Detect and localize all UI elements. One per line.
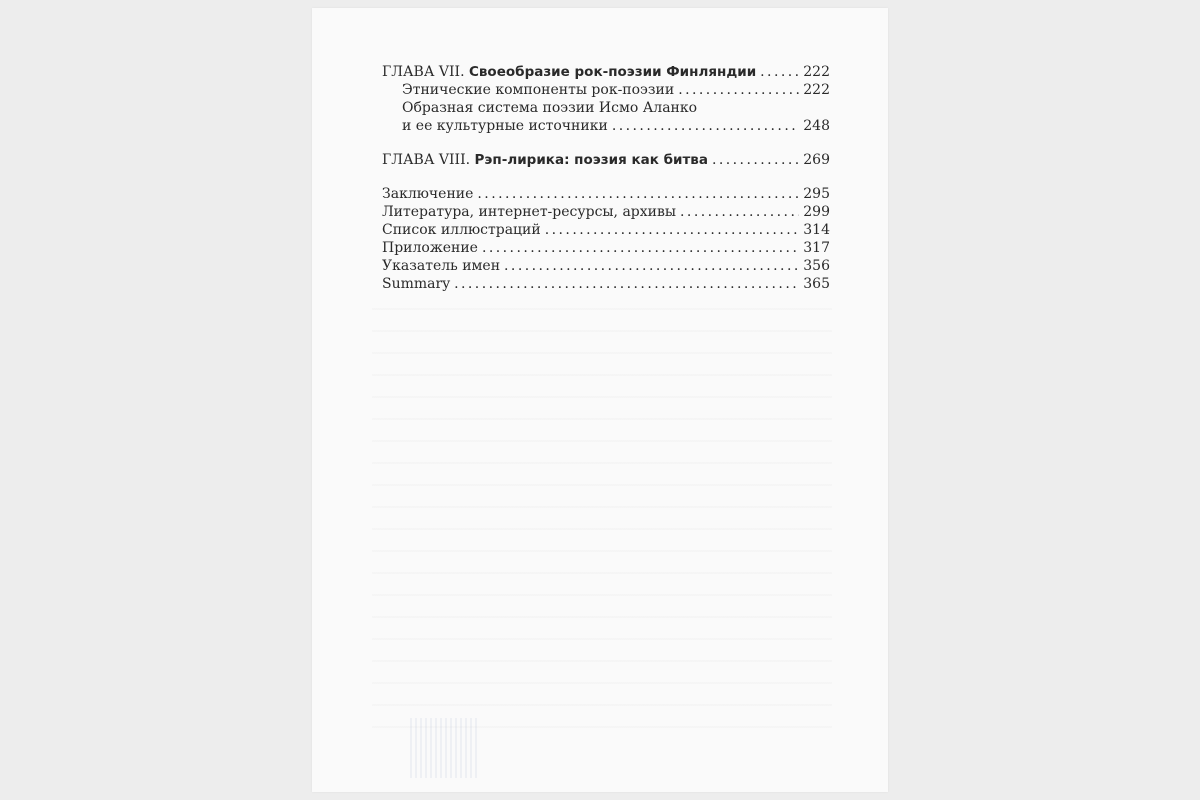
table-of-contents — [382, 63, 830, 293]
dot-leader — [504, 257, 799, 275]
entry-title: Заключение — [382, 186, 474, 202]
page-number: 356 — [803, 258, 830, 274]
toc-entry-chapter-7 — [382, 63, 830, 81]
page-number: 248 — [803, 118, 830, 134]
toc-entry-summary — [382, 275, 830, 293]
page-number: 314 — [803, 222, 830, 238]
entry-title-line-1: Образная система поэзии Исмо Аланко — [402, 100, 698, 116]
dot-leader — [712, 151, 799, 169]
chapter-number: ГЛАВА VII. — [382, 64, 465, 80]
chapter-number: ГЛАВА VIII. — [382, 152, 471, 168]
book-page — [312, 8, 888, 792]
page-number: 222 — [803, 82, 830, 98]
toc-entry-illustrations — [382, 221, 830, 239]
dot-leader — [454, 275, 799, 293]
entry-title: Summary — [382, 276, 451, 292]
page-number: 365 — [803, 276, 830, 292]
entry-title: Указатель имен — [382, 258, 501, 274]
entry-title: Литература, интернет-ресурсы, архивы — [382, 204, 677, 220]
entry-title-line-2: и ее культурные источники — [402, 118, 608, 134]
entry-title: Этнические компоненты рок-поэзии — [402, 82, 675, 98]
page-number: 299 — [803, 204, 830, 220]
entry-title: Список иллюстраций — [382, 222, 541, 238]
dot-leader — [612, 117, 799, 135]
dot-leader — [760, 63, 799, 81]
page-number: 269 — [803, 152, 830, 168]
chapter-title: Своеобразие рок-поэзии Финляндии — [468, 64, 757, 80]
dot-leader — [477, 185, 799, 203]
page-number: 317 — [803, 240, 830, 256]
page-number: 222 — [803, 64, 830, 80]
chapter-title: Рэп-лирика: поэзия как битва — [474, 152, 708, 168]
dot-leader — [545, 221, 800, 239]
bleed-through-barcode — [410, 718, 480, 778]
toc-entry-appendix — [382, 239, 830, 257]
page-number: 295 — [803, 186, 830, 202]
dot-leader — [678, 81, 799, 99]
toc-entry-name-index — [382, 257, 830, 275]
entry-title: Приложение — [382, 240, 478, 256]
toc-entry-conclusion — [382, 185, 830, 203]
toc-entry-literature — [382, 203, 830, 221]
dot-leader — [680, 203, 799, 221]
toc-entry-ethnic-components — [382, 81, 830, 99]
dot-leader — [482, 239, 799, 257]
toc-entry-chapter-8 — [382, 151, 830, 169]
bleed-through-text — [372, 308, 832, 728]
toc-entry-alanko — [382, 117, 830, 135]
